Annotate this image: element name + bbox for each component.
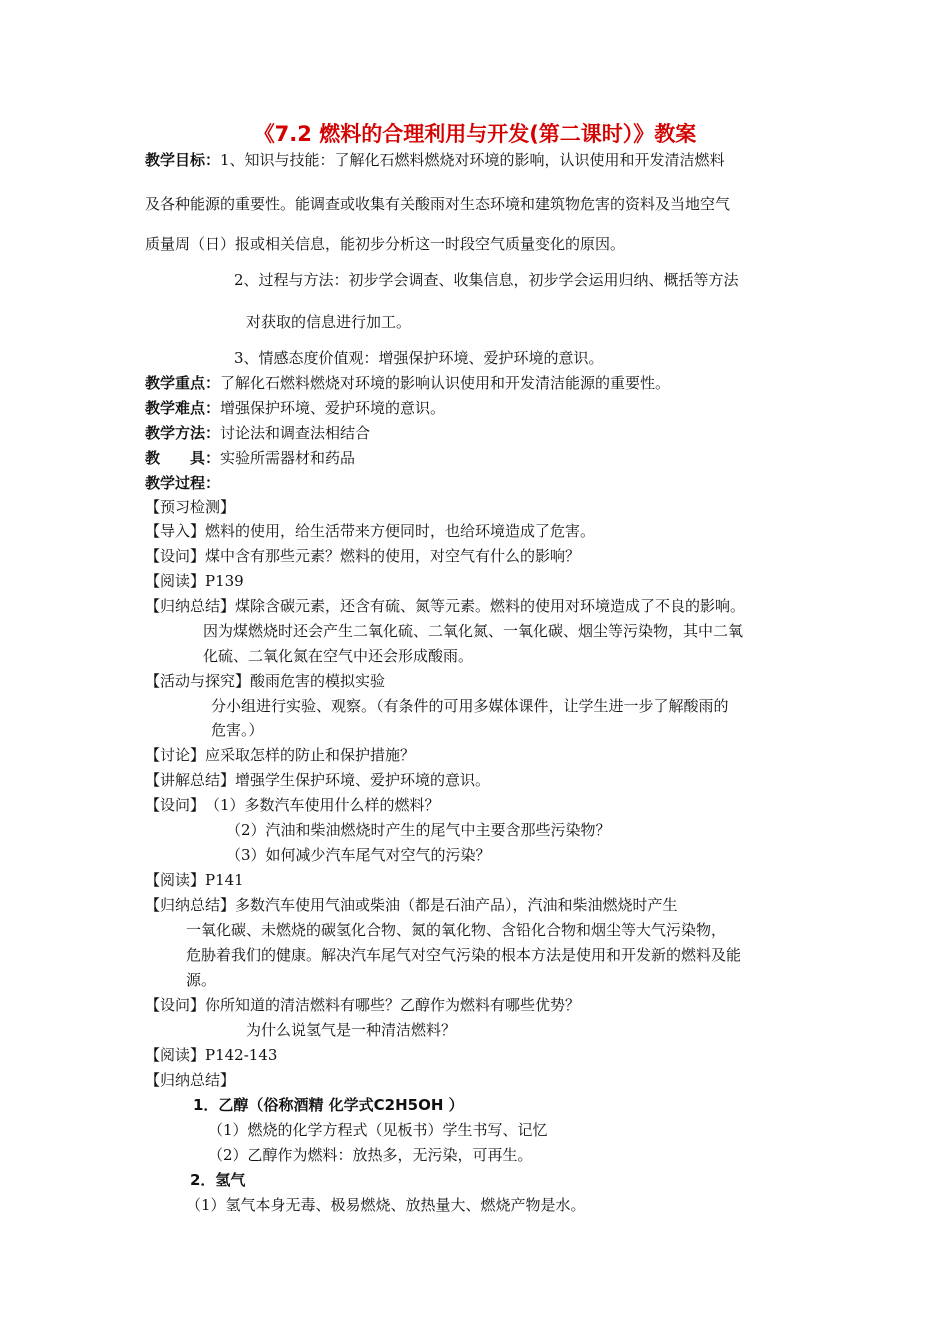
page-title: 《7.2 燃料的合理利用与开发(第二课时）》教案 [253, 122, 697, 146]
tools-text: 实验所需器材和药品 [220, 449, 356, 467]
tools-row [145, 448, 355, 468]
difficulty-label: 教学难点： [145, 399, 221, 417]
process-line: 【活动与探究】酸雨危害的模拟实验 [145, 672, 386, 690]
process-line: 【设问】你所知道的清洁燃料有哪些？乙醇作为燃料有哪些优势？ [145, 996, 581, 1014]
key-point-text: 了解化石燃料燃烧对环境的影响认识使用和开发清洁能源的重要性。 [220, 374, 671, 392]
key-point-row [145, 373, 670, 393]
process-line: 【讨论】应采取怎样的防止和保护措施？ [145, 746, 416, 764]
method-label: 教学方法： [145, 424, 221, 442]
difficulty-text: 增强保护环境、爱护环境的意识。 [220, 399, 446, 417]
process-line: 【讲解总结】增强学生保护环境、爱护环境的意识。 [145, 771, 491, 789]
process-line: （2）乙醇作为燃料：放热多，无污染，可再生。 [208, 1146, 533, 1164]
process-line: 【归纳总结】煤除含碳元素，还含有硫、氮等元素。燃料的使用对环境造成了不良的影响。 [145, 597, 746, 615]
process-line: 【设问】煤中含有那些元素？燃料的使用，对空气有什么的影响？ [145, 547, 581, 565]
process-line: 【导入】燃料的使用，给生活带来方便同时，也给环境造成了危害。 [145, 522, 596, 540]
method-row [145, 423, 370, 443]
process-line: 源。 [186, 971, 217, 989]
process-line: 【预习检测】 [145, 498, 236, 516]
section-heading-hydrogen: 2．氢气 [190, 1171, 246, 1189]
objectives-text-1: 1、知识与技能：了解化石燃料燃烧对环境的影响，认识使用和开发清洁燃料 [220, 151, 725, 169]
objectives-line-6: 3、情感态度价值观：增强保护环境、爱护环境的意识。 [234, 349, 604, 367]
process-line: 为什么说氢气是一种清洁燃料？ [246, 1021, 457, 1039]
process-line: （1）氢气本身无毒、极易燃烧、放热量大、燃烧产物是水。 [186, 1196, 586, 1214]
process-line: 【归纳总结】 [145, 1071, 236, 1089]
process-line: 【阅读】P141 [145, 871, 244, 889]
difficulty-row [145, 398, 445, 418]
process-line: 危害。） [211, 721, 264, 739]
section-heading-ethanol: 1．乙醇（俗称酒精 化学式C2H5OH ） [193, 1096, 464, 1114]
process-line: 因为煤燃烧时还会产生二氧化硫、二氧化氮、一氧化碳、烟尘等污染物，其中二氧 [203, 622, 744, 640]
objectives-line-3: 质量周（日）报或相关信息，能初步分析这一时段空气质量变化的原因。 [145, 235, 626, 253]
objectives-line-1 [145, 150, 725, 170]
process-line: 【归纳总结】多数汽车使用气油或柴油（都是石油产品），汽油和柴油燃烧时产生 [145, 896, 678, 914]
process-line: 分小组进行实验、观察。（有条件的可用多媒体课件，让学生进一步了解酸雨的 [211, 697, 729, 715]
objectives-line-2: 及各种能源的重要性。能调查或收集有关酸雨对生态环境和建筑物危害的资料及当地空气 [145, 195, 731, 213]
objectives-line-4: 2、过程与方法：初步学会调查、收集信息，初步学会运用归纳、概括等方法 [234, 271, 739, 289]
process-line: （1）燃烧的化学方程式（见板书）学生书写、记忆 [208, 1121, 548, 1139]
process-line: 【阅读】P139 [145, 572, 244, 590]
process-line: 化硫、二氧化氮在空气中还会形成酸雨。 [203, 647, 474, 665]
process-line: 一氧化碳、未燃烧的碳氢化合物、氮的氧化物、含铅化合物和烟尘等大气污染物， [186, 921, 727, 939]
process-line: 【设问】 （1）多数汽车使用什么样的燃料？ [145, 796, 440, 814]
objectives-label: 教学目标： [145, 151, 221, 169]
process-line: 危胁着我们的健康。解决汽车尾气对空气污染的根本方法是使用和开发新的燃料及能 [186, 946, 742, 964]
process-line: （3）如何减少汽车尾气对空气的污染？ [226, 846, 491, 864]
process-line: 【阅读】P142-143 [145, 1046, 278, 1064]
process-line: （2）汽油和柴油燃烧时产生的尾气中主要含那些污染物？ [226, 821, 611, 839]
process-label: 教学过程： [145, 474, 221, 492]
objectives-line-5: 对获取的信息进行加工。 [246, 313, 412, 331]
tools-label: 教 具： [145, 449, 221, 467]
method-text: 讨论法和调查法相结合 [220, 424, 371, 442]
key-point-label: 教学重点： [145, 374, 221, 392]
